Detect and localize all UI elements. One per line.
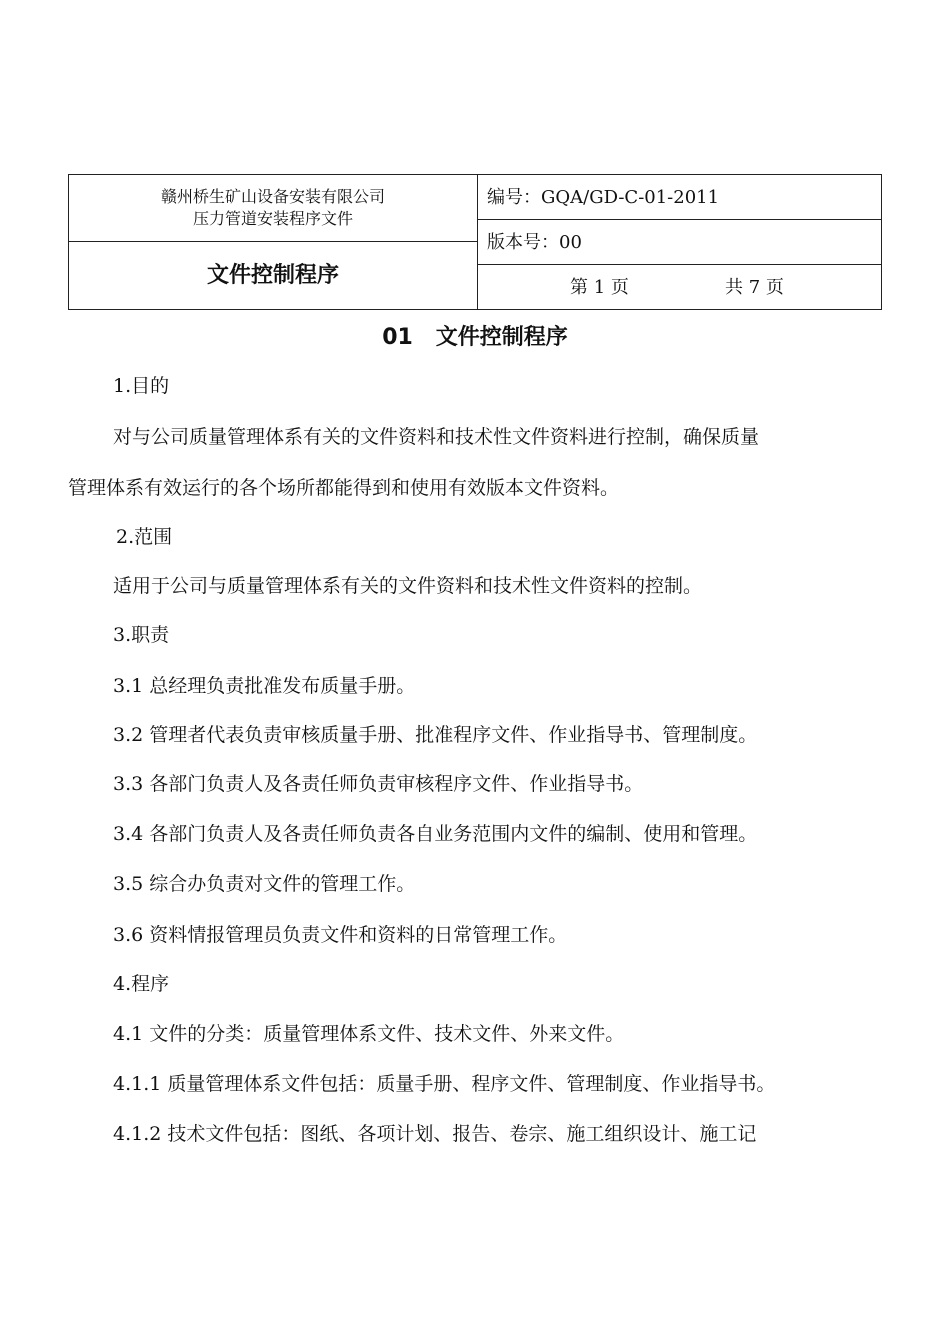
header-left-block <box>69 175 478 309</box>
header-company-cell <box>69 175 477 242</box>
page-number: 第 1 页 <box>570 277 629 298</box>
section-3-heading: 3.职责 <box>113 624 170 646</box>
section-1-text-line-2: 管理体系有效运行的各个场所都能得到和使用有效版本文件资料。 <box>68 477 620 499</box>
document-title: 01 文件控制程序 <box>382 325 568 350</box>
page-total: 共 7 页 <box>725 277 784 298</box>
section-1-heading: 1.目的 <box>113 375 170 397</box>
section-4-heading: 4.程序 <box>113 973 170 995</box>
section-3-6: 3.6 资料情报管理员负责文件和资料的日常管理工作。 <box>113 924 568 946</box>
section-4-1: 4.1 文件的分类：质量管理体系文件、技术文件、外来文件。 <box>113 1023 625 1045</box>
section-3-4: 3.4 各部门负责人及各责任师负责各自业务范围内文件的编制、使用和管理。 <box>113 823 758 845</box>
section-3-5: 3.5 综合办负责对文件的管理工作。 <box>113 873 416 895</box>
page-info-row <box>478 265 881 309</box>
header-document-name: 文件控制程序 <box>206 263 339 288</box>
section-4-1-1: 4.1.1 质量管理体系文件包括：质量手册、程序文件、管理制度、作业指导书。 <box>113 1073 776 1095</box>
company-name: 赣州桥生矿山设备安装有限公司 <box>160 187 385 206</box>
document-header-table <box>68 174 882 310</box>
section-2-text: 适用于公司与质量管理体系有关的文件资料和技术性文件资料的控制。 <box>113 575 703 597</box>
section-3-3: 3.3 各部门负责人及各责任师负责审核程序文件、作业指导书。 <box>113 773 644 795</box>
section-3-2: 3.2 管理者代表负责审核质量手册、批准程序文件、作业指导书、管理制度。 <box>113 724 758 746</box>
section-1-text-line-1: 对与公司质量管理体系有关的文件资料和技术性文件资料进行控制，确保质量 <box>113 426 760 448</box>
document-category: 压力管道安装程序文件 <box>192 209 353 228</box>
document-version: 版本号：00 <box>478 220 881 265</box>
section-2-heading: 2.范围 <box>116 526 173 548</box>
section-3-1: 3.1 总经理负责批准发布质量手册。 <box>113 675 416 697</box>
section-4-1-2: 4.1.2 技术文件包括：图纸、各项计划、报告、卷宗、施工组织设计、施工记 <box>113 1123 757 1145</box>
header-right-block <box>478 175 881 309</box>
document-code: 编号：GQA/GD-C-01-2011 <box>478 175 881 220</box>
